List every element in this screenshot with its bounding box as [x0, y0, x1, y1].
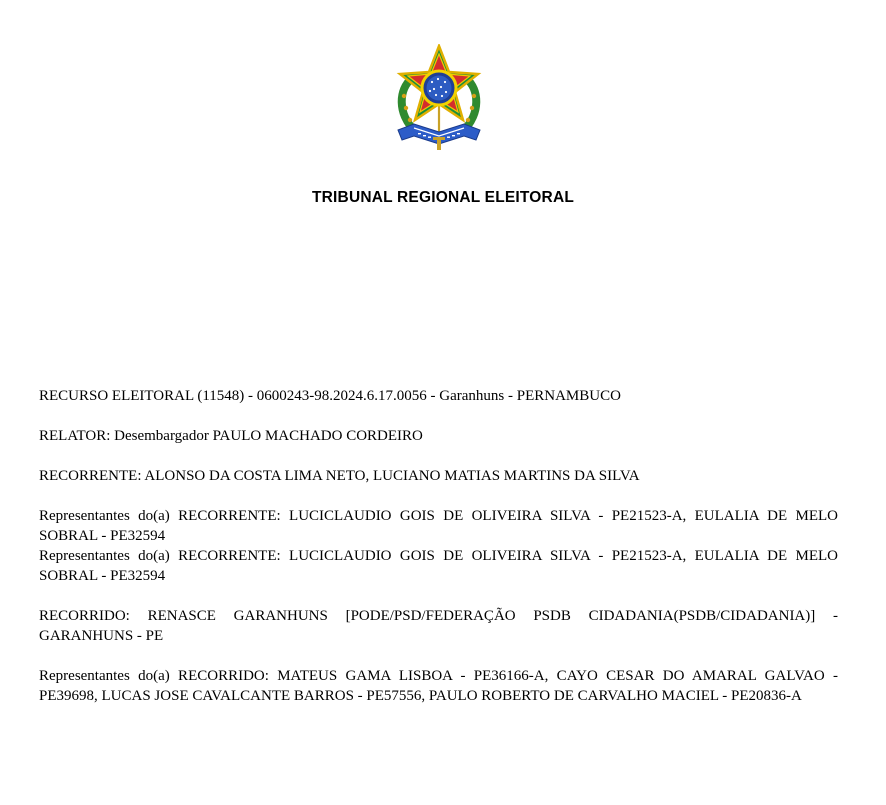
recurso-line: RECURSO ELEITORAL (11548) - 0600243-98.2024.6.17.0056 - Garanhuns - PERNAMBUCO	[39, 388, 621, 404]
court-title: TRIBUNAL REGIONAL ELEITORAL	[311, 189, 575, 206]
recorrente-line: RECORRENTE: ALONSO DA COSTA LIMA NETO, LUCIANO MATIAS MARTINS DA SILVA	[39, 468, 640, 484]
brazil-coat-of-arms-icon	[392, 44, 486, 152]
representantes-recorrido: Representantes do(a) RECORRIDO: MATEUS GAMA LISBOA - PE36166-A, CAYO CESAR DO AMARAL GALVAO - PE39698, LUCAS JOSE CAVALCANTE BARROS - PE57556, PAULO ROBERTO DE CARVALHO MACIEL - PE20836-A	[39, 668, 838, 704]
relator-line: RELATOR: Desembargador PAULO MACHADO CORDEIRO	[39, 428, 423, 444]
representantes-recorrente-2: Representantes do(a) RECORRENTE: LUCICLAUDIO GOIS DE OLIVEIRA SILVA - PE21523-A, EULALIA DE MELO SOBRAL - PE32594	[39, 548, 838, 584]
case-header	[39, 386, 838, 726]
representantes-recorrente-1: Representantes do(a) RECORRENTE: LUCICLAUDIO GOIS DE OLIVEIRA SILVA - PE21523-A, EULALIA DE MELO SOBRAL - PE32594	[39, 508, 838, 544]
recorrido-line: RECORRIDO: RENASCE GARANHUNS [PODE/PSD/FEDERAÇÃO PSDB CIDADANIA(PSDB/CIDADANIA)] - GARANHUNS - PE	[39, 608, 838, 644]
